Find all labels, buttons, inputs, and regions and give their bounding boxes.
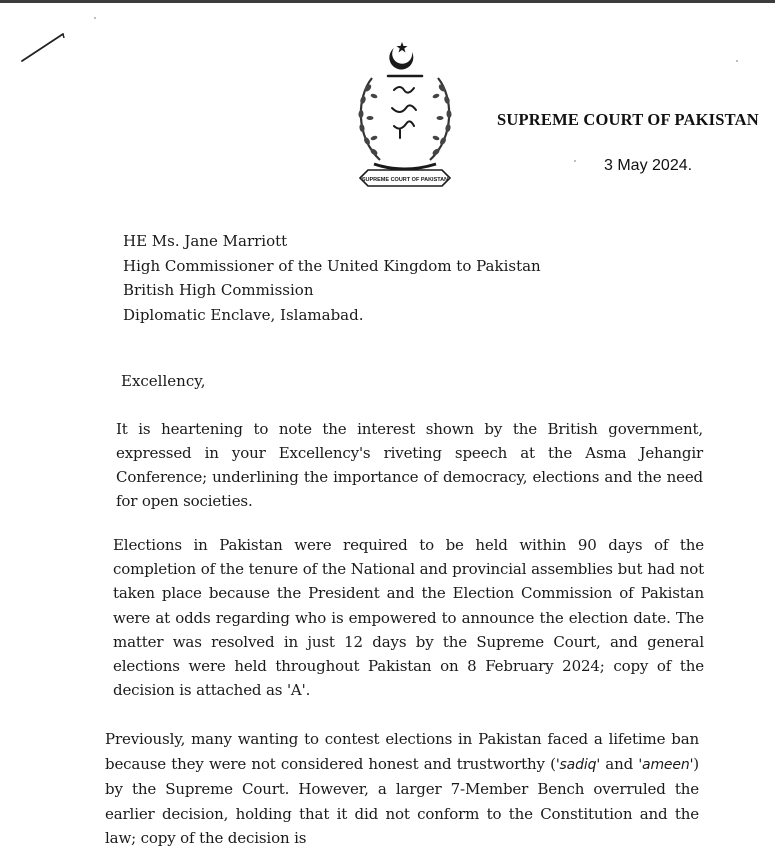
paragraph-text: and xyxy=(600,754,639,773)
addressee-name: HE Ms. Jane Marriott xyxy=(123,232,288,250)
pen-stroke-mark xyxy=(18,28,68,68)
court-name-heading: SUPREME COURT OF PAKISTAN xyxy=(497,110,759,129)
paragraph-british-interest: It is heartening to note the interest shown by the British government, expressed in your Excellency's riveting speech at the Asma Jehangir Conference; underlining the importance of democracy, elections and the need for open societies. xyxy=(116,420,703,510)
paragraph-text: ) by the Supreme Court. However, a larger 7-Member Bench overruled the earlier decision, holding that it did not conform to the Constitution and the law; copy of the decision is xyxy=(105,754,699,847)
paragraph-lifetime-ban xyxy=(105,727,699,851)
scan-speck xyxy=(574,160,576,162)
window-top-bar xyxy=(0,0,775,3)
salutation: Excellency, xyxy=(121,372,206,390)
addressee-block xyxy=(123,229,541,327)
addressee-address: Diplomatic Enclave, Islamabad. xyxy=(123,305,364,324)
letter-date: 3 May 2024. xyxy=(604,157,693,174)
term-sadiq: 'sadiq' xyxy=(555,756,601,773)
paragraph-text: Previously, many wanting to contest elections in Pakistan faced a lifetime ban because they were not considered honest and trustworthy ( xyxy=(105,730,699,773)
term-ameen: 'ameen' xyxy=(638,756,694,773)
paragraph-election-timing: Elections in Pakistan were required to be held within 90 days of the completion of the tenure of the National and provincial assemblies but had not taken place because the President and the Election Commission of Pakistan were at odds regarding who is empowered to announce the election date. The matter was resolved in just 12 days by the Supreme Court, and general elections were held throughout Pakistan on 8 February 2024; copy of the decision is attached as 'A'. xyxy=(113,536,704,700)
addressee-organization: British High Commission xyxy=(123,281,314,299)
addressee-title: High Commissioner of the United Kingdom to Pakistan xyxy=(123,256,541,275)
svg-text:SUPREME COURT OF PAKISTAN: SUPREME COURT OF PAKISTAN xyxy=(361,177,449,183)
scan-speck xyxy=(94,17,96,19)
supreme-court-emblem xyxy=(350,38,460,198)
emblem-wreath-icon xyxy=(350,38,460,198)
scan-speck xyxy=(736,60,738,62)
